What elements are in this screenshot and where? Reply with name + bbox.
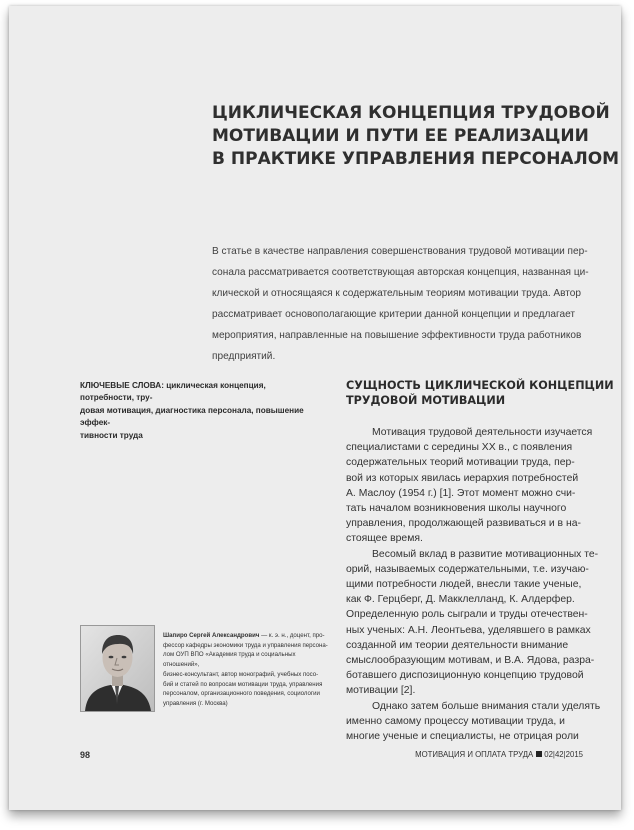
section-title <box>346 378 614 408</box>
abstract-line: В статье в качестве направления совершенствования трудовой мотивации пер- <box>212 246 588 257</box>
article-title <box>212 102 620 171</box>
body-line: Однако затем больше внимания стали уделять <box>372 700 601 712</box>
body-line: тать началом возникновения школы научного <box>346 503 567 515</box>
body-line: управления, продолжающей развиваться и в на- <box>346 518 581 530</box>
author-bio <box>163 631 328 709</box>
author-name: Шапиро Сергей Александрович <box>163 632 260 639</box>
keywords-block <box>80 380 317 442</box>
section-title-line: СУЩНОСТЬ ЦИКЛИЧЕСКОЙ КОНЦЕПЦИИ <box>346 379 614 392</box>
author-bio-line: персоналом, организационного поведения, социологии <box>163 690 320 698</box>
body-line: как Ф. Герцберг, Д. Макклелланд, К. Алдерфер. <box>346 594 575 606</box>
body-line: созданной им теории деятельности внимание <box>346 639 569 651</box>
author-bio-line: бий и статей по вопросам мотивации труда, управления <box>163 680 323 688</box>
keywords-line: циклическая концепция, потребности, тру- <box>80 381 266 403</box>
body-line: Мотивация трудовой деятельности изучается <box>372 427 593 438</box>
body-line: ных ученых: А.Н. Леонтьева, уделявшего в рамках <box>346 624 591 636</box>
article-abstract <box>212 241 590 367</box>
author-photo <box>80 625 155 712</box>
title-line: ЦИКЛИЧЕСКАЯ КОНЦЕПЦИЯ ТРУДОВОЙ <box>212 103 610 123</box>
square-icon <box>536 751 542 757</box>
author-bio-line: фессор кафедры экономики труда и управления персона- <box>163 641 328 649</box>
body-line: именно самому процессу мотивации труда, и <box>346 715 565 727</box>
journal-page <box>9 6 621 810</box>
page-number: 98 <box>80 750 91 760</box>
body-line: Весомый вклад в развитие мотивационных те- <box>372 548 599 560</box>
body-line: А. Маслоу (1954 г.) [1]. Этот момент можно счи- <box>346 487 576 499</box>
title-line: МОТИВАЦИИ И ПУТИ ЕЕ РЕАЛИЗАЦИИ <box>212 126 589 146</box>
journal-footer <box>415 750 583 759</box>
journal-issue: 02|42|2015 <box>544 750 583 759</box>
body-line: орий, называемых содержательными, т.е. изучаю- <box>346 563 589 575</box>
section-title-line: ТРУДОВОЙ МОТИВАЦИИ <box>346 394 506 407</box>
abstract-line: сонала рассматривается соответствующая авторская концепция, названная ци- <box>212 267 589 278</box>
abstract-line: мероприятия, направленные на повышение эффективности труда работников <box>212 330 582 341</box>
body-line: стоящее время. <box>346 533 423 545</box>
body-line: многие ученые и специалисты, не отрицая роли <box>346 731 579 743</box>
author-bio-line: бизнес-консультант, автор монографий, учебных посо- <box>163 670 319 678</box>
journal-name: МОТИВАЦИЯ И ОПЛАТА ТРУДА <box>415 750 534 759</box>
author-bio-line: лом ОУП ВПО «Академия труда и социальных отношений», <box>163 651 296 669</box>
body-line: вой из которых явилась иерархия потребностей <box>346 472 579 484</box>
title-line: В ПРАКТИКЕ УПРАВЛЕНИЯ ПЕРСОНАЛОМ <box>212 149 620 169</box>
article-body <box>346 425 601 744</box>
body-line: содержательных теорий мотивации труда, пер- <box>346 457 575 469</box>
body-line: Определенную роль сыграли и труды отечествен- <box>346 609 588 621</box>
body-line: смыслообразующим мотивам, и В.А. Ядова, разра- <box>346 655 595 667</box>
body-line: мотивации [2]. <box>346 685 416 697</box>
abstract-line: клической и относящаяся к содержательным теориям мотивации труда. Автор <box>212 288 582 299</box>
abstract-line: предприятий. <box>212 351 276 362</box>
author-portrait-icon <box>81 626 154 711</box>
author-bio-line: управления (г. Москва) <box>163 699 228 707</box>
abstract-line: рассматривает основополагающие критерии данной концепции и предлагает <box>212 309 575 320</box>
body-line: ботавшего диспозиционную концепцию трудовой <box>346 670 584 682</box>
keywords-label: КЛЮЧЕВЫЕ СЛОВА: <box>80 381 164 390</box>
keywords-line: тивности труда <box>80 430 143 440</box>
body-line: специалистами с середины ХХ в., с появления <box>346 442 573 454</box>
body-line: щими потребности людей, внесли такие ученые, <box>346 579 582 591</box>
author-bio-line: — к. э. н., доцент, про- <box>259 632 325 639</box>
keywords-line: довая мотивация, диагностика персонала, повышение эффек- <box>80 405 304 428</box>
